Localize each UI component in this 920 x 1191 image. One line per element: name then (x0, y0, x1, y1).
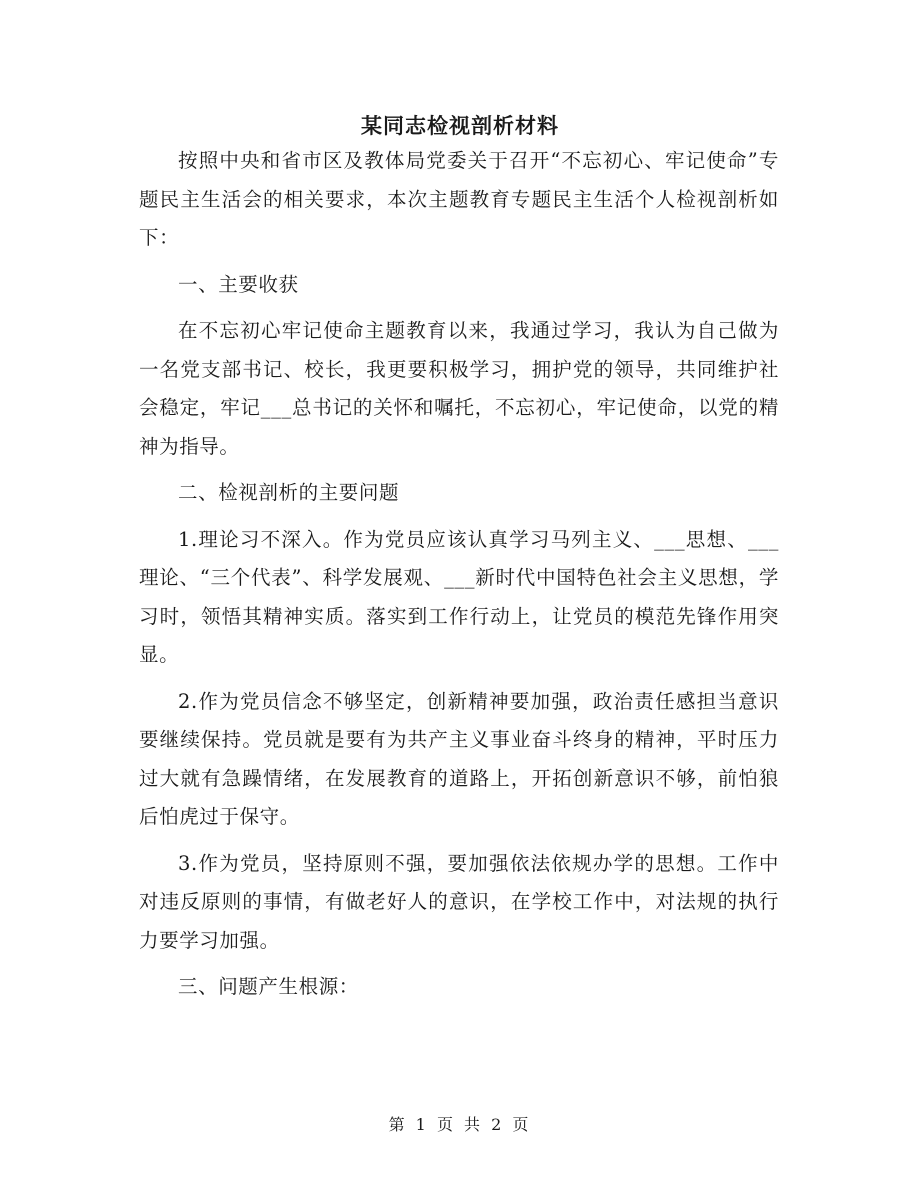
intro-paragraph: 按照中央和省市区及教体局党委关于召开“不忘初心、牢记使命”专题民主生活会的相关要求，本次主题教育专题民主生活个人检视剖析如下： (139, 149, 779, 249)
spacer (139, 304, 779, 312)
spacer (139, 837, 779, 845)
spacer (139, 466, 779, 474)
spacer (139, 960, 779, 968)
problem-item-1: 1.理论习不深入。作为党员应该认真学习马列主义、___思想、___理论、“三个代表”、科学发展观、___新时代中国特色社会主义思想，学习时，领悟其精神实质。落实到工作行动上，让党员的模范先锋作用突显。 (139, 527, 779, 666)
document-body (139, 142, 779, 1007)
section-heading-root-causes: 三、问题产生根源： (178, 975, 359, 998)
section-heading-harvest: 一、主要收获 (178, 272, 299, 296)
spacer (139, 258, 779, 266)
spacer (139, 675, 779, 683)
page-number: 第 1 页 共 2 页 (388, 1115, 532, 1134)
harvest-paragraph: 在不忘初心牢记使命主题教育以来，我通过学习，我认为自己做为一名党支部书记、校长，我更要积极学习，拥护党的领导，共同维护社会稳定，牢记___总书记的关怀和嘱托，不忘初心，牢记使命，以党的精神为指导。 (139, 319, 779, 458)
spacer (139, 513, 779, 521)
section-heading-problems: 二、检视剖析的主要问题 (178, 481, 400, 504)
problem-item-3: 3.作为党员，坚持原则不强，要加强依法依规办学的思想。工作中对违反原则的事情，有做老好人的意识，在学校工作中，对法规的执行力要学习加强。 (139, 851, 779, 952)
document-title: 某同志检视剖析材料 (361, 113, 559, 138)
problem-item-2: 2.作为党员信念不够坚定，创新精神要加强，政治责任感担当意识要继续保持。党员就是要有为共产主义事业奋斗终身的精神，平时压力过大就有急躁情绪，在发展教育的道路上，开拓创新意识不够，前怕狼后怕虎过于保守。 (139, 689, 779, 828)
